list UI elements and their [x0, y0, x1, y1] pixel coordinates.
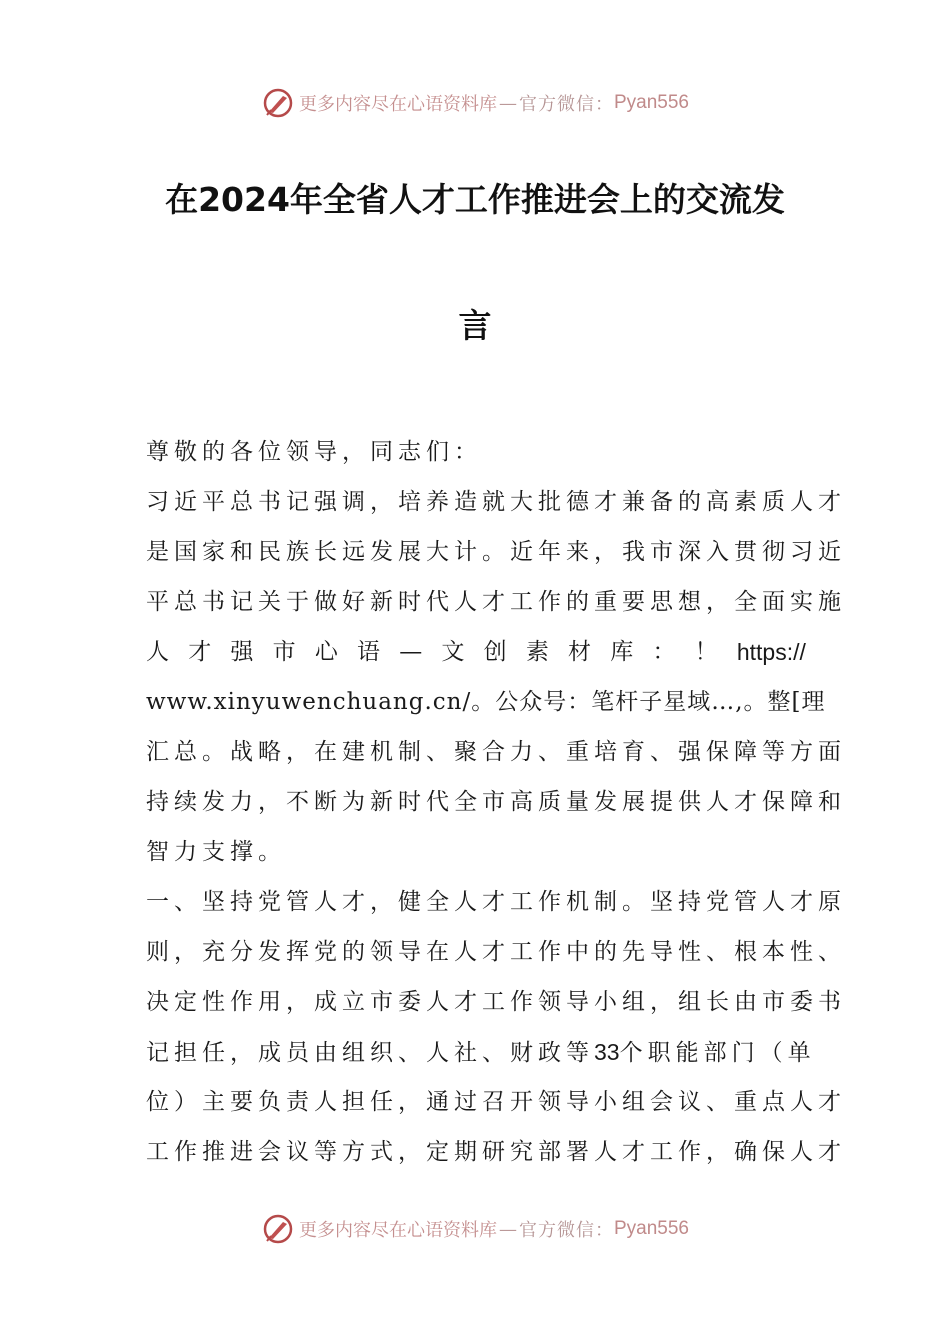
document-body	[146, 427, 846, 1177]
document-title-line-2: 言	[458, 306, 492, 345]
spaced-char: 才	[188, 639, 212, 665]
spaced-char: —	[399, 639, 423, 665]
paragraph-line: 智力支撑。	[146, 839, 286, 865]
spaced-char: ：	[652, 639, 676, 665]
paragraph-line: 习近平总书记强调，培养造就大批德才兼备的高素质人才	[146, 489, 846, 515]
watermark-separator: —	[498, 92, 517, 114]
paragraph-line: 决定性作用，成立市委人才工作领导小组，组长由市委书	[146, 989, 846, 1015]
spaced-char: 素	[525, 639, 549, 665]
paragraph-line: 汇总。战略，在建机制、聚合力、重培育、强保障等方面	[146, 739, 846, 765]
member-count: 33	[594, 1039, 620, 1065]
document-title-line-1: 在2024年全省人才工作推进会上的交流发	[165, 180, 785, 219]
watermark-wechat-label: 官方微信：	[518, 94, 614, 115]
spaced-char: ！	[694, 639, 718, 665]
watermark-footer	[0, 1212, 950, 1246]
spaced-char: 强	[230, 639, 254, 665]
spaced-char: 市	[272, 639, 296, 665]
watermark-header	[0, 86, 950, 120]
watermark-wechat-id: Pyan556	[613, 92, 689, 113]
watermark-wechat-label: 官方微信：	[518, 1220, 614, 1241]
watermark-separator: —	[498, 1218, 517, 1240]
watermark-text: 更多内容尽在心语资料库	[298, 1220, 497, 1241]
paragraph-line: www.xinyuwenchuang.cn/。公众号：笔杆子星域…,。整[理	[146, 689, 826, 715]
spaced-char: 文	[441, 639, 465, 665]
watermark-text: 更多内容尽在心语资料库	[298, 94, 497, 115]
watermark-wechat-id: Pyan556	[613, 1218, 689, 1239]
paragraph-line: 则，充分发挥党的领导在人才工作中的先导性、根本性、	[146, 939, 846, 965]
paragraph-line	[146, 1027, 816, 1077]
paragraph-line: 持续发力，不断为新时代全市高质量发展提供人才保障和	[146, 789, 846, 815]
spaced-char: 语	[357, 639, 381, 665]
spaced-char: 库	[610, 639, 634, 665]
quill-logo-icon	[261, 86, 295, 120]
text-segment: 个职能部门（单	[619, 1040, 816, 1066]
spaced-char: 材	[568, 639, 592, 665]
spaced-paragraph-line	[146, 627, 806, 677]
quill-logo-icon	[261, 1212, 295, 1246]
greeting: 尊敬的各位领导，同志们：	[146, 439, 482, 465]
spaced-char: 创	[483, 639, 507, 665]
spaced-char: 人	[146, 639, 169, 665]
url-fragment: https://	[736, 639, 806, 665]
spaced-char: 心	[314, 639, 338, 665]
paragraph-line: 一、坚持党管人才，健全人才工作机制。坚持党管人才原	[146, 889, 846, 915]
text-segment: 记担任，成员由组织、人社、财政等	[146, 1040, 594, 1066]
paragraph-line: 是国家和民族长远发展大计。近年来，我市深入贯彻习近	[146, 539, 846, 565]
paragraph-line: 工作推进会议等方式，定期研究部署人才工作，确保人才	[146, 1139, 846, 1165]
paragraph-line: 平总书记关于做好新时代人才工作的重要思想，全面实施	[146, 589, 846, 615]
paragraph-line: 位）主要负责人担任，通过召开领导小组会议、重点人才	[146, 1089, 846, 1115]
